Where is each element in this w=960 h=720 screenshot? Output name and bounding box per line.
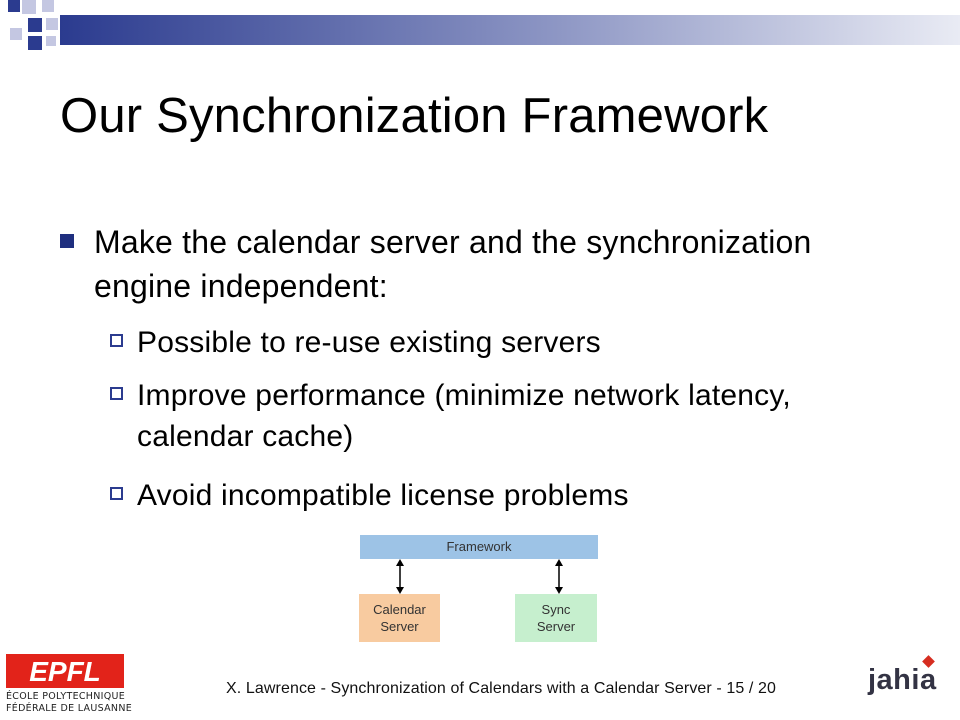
framework-box: Framework xyxy=(360,535,598,559)
bullet-main xyxy=(60,220,880,308)
epfl-logo xyxy=(6,654,133,716)
sync-server-box xyxy=(515,594,597,642)
calendar-server-box xyxy=(359,594,440,642)
calendar-server-label: Calendar xyxy=(373,602,426,617)
sync-server-label: Sync xyxy=(541,602,571,617)
bullet-main-text: Make the calendar server and the synchronization engine independent: xyxy=(94,224,812,304)
sub-bullet xyxy=(110,475,890,516)
hollow-square-bullet-icon xyxy=(110,334,123,347)
corner-decoration xyxy=(0,0,60,60)
sub-bullet xyxy=(110,375,890,457)
jahia-logo xyxy=(868,655,948,700)
sync-server-label: Server xyxy=(536,619,576,634)
slide-title: Our Synchronization Framework xyxy=(60,89,769,143)
hollow-square-bullet-icon xyxy=(110,487,123,500)
calendar-server-label: Server xyxy=(380,619,419,634)
header-gradient-bar xyxy=(60,15,960,45)
sub-bullet-text: Improve performance (minimize network latency, calendar cache) xyxy=(137,379,791,453)
jahia-wordmark: jahia xyxy=(868,664,937,696)
slide-footer: X. Lawrence - Synchronization of Calendars with a Calendar Server - 15 / 20 xyxy=(226,680,776,697)
epfl-wordmark: EPFL xyxy=(29,656,101,687)
epfl-logo-mark xyxy=(6,654,124,688)
epfl-line-2: FÉDÉRALE DE LAUSANNE xyxy=(6,703,133,714)
sub-bullet-text: Avoid incompatible license problems xyxy=(137,479,629,512)
hollow-square-bullet-icon xyxy=(110,387,123,400)
square-bullet-icon xyxy=(60,234,74,248)
double-arrow-icon xyxy=(551,559,567,594)
sub-bullet xyxy=(110,322,890,363)
double-arrow-icon xyxy=(392,559,408,594)
sub-bullet-text: Possible to re-use existing servers xyxy=(137,326,601,359)
epfl-line-1: ÉCOLE POLYTECHNIQUE xyxy=(6,691,126,702)
